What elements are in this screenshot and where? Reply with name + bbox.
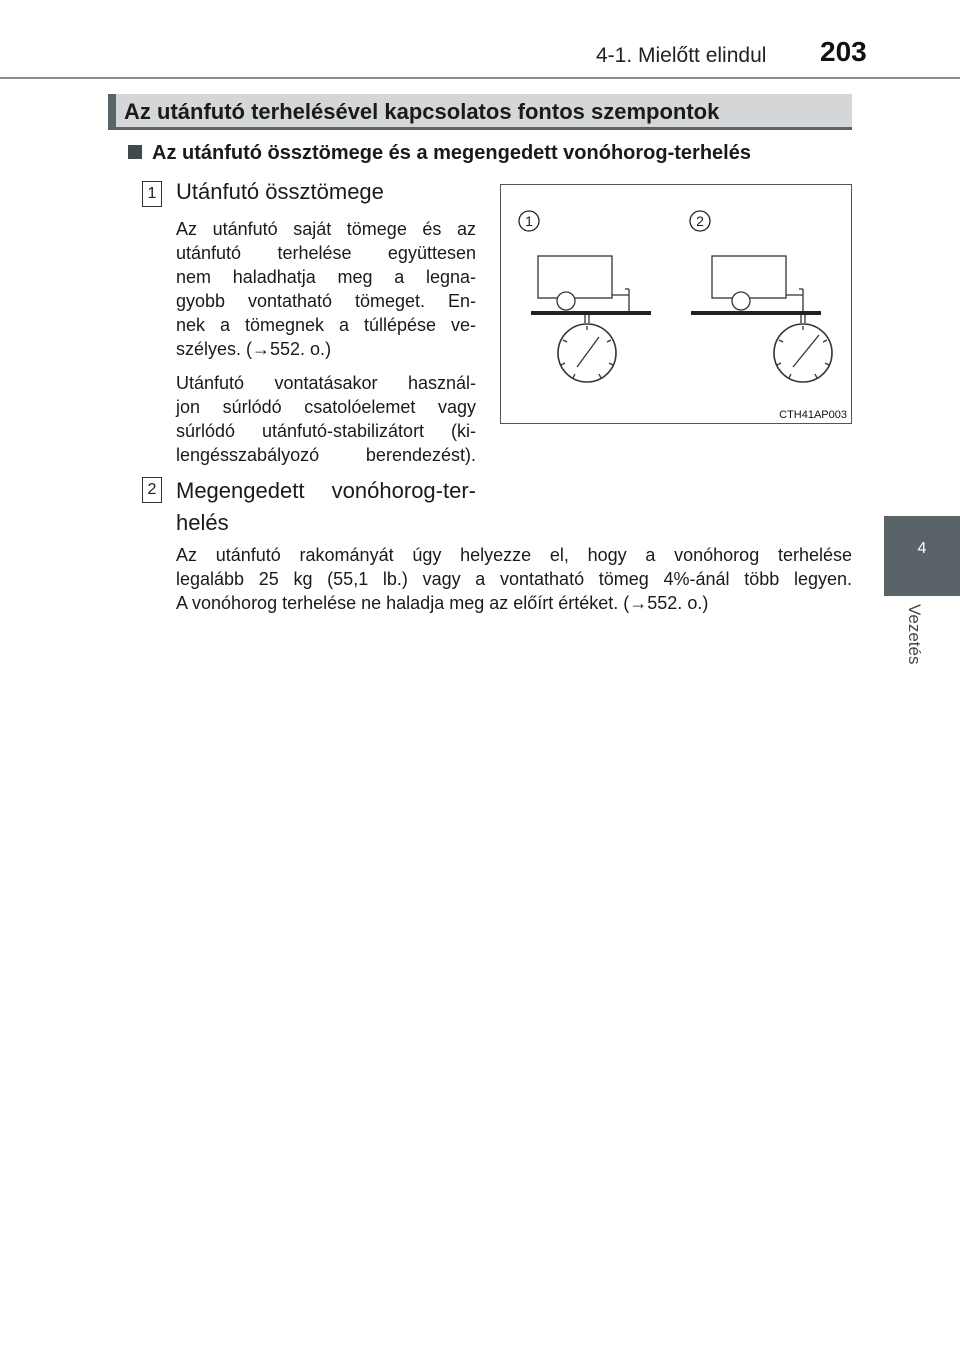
chapter-tab-label-box <box>904 604 926 688</box>
item-title-1: Utánfutó össztömege <box>176 179 384 204</box>
item-2-paragraph: Az utánfutó rakományát úgy helyezze el, hogy a vonóhorog terhelése legalább 25 kg (55,1 lb.) vagy a vontatható tömeg 4%-ánál több legyen. A vonóhorog terhelése ne haladja meg az előírt értéket. (→552. o.) <box>176 545 852 613</box>
trailer-scale-diagram <box>501 185 853 425</box>
item-1-paragraph-1: Az utánfutó saját tömege és az utánfutó terhelése együttesen nem haladhatja meg a legna- gyobb vontatható tömeget. En- nek a tömegnek a túllépése ve- szélyes. (→552. o.) <box>176 219 476 359</box>
item-number-2: 2 <box>142 477 162 503</box>
chapter-tab-number: 4 <box>917 540 927 557</box>
item-1-paragraph-2: Utánfutó vontatásakor használ- jon súrlódó csatolóelemet vagy súrlódó utánfutó-stabilizátort (ki- lengésszabályozó berendezést). <box>176 373 476 465</box>
chapter-tab-label: Vezetés <box>905 604 924 665</box>
page-header <box>0 0 960 80</box>
trailer-left-icon <box>538 256 629 311</box>
tongue-weight-illustration <box>500 184 852 424</box>
item-number-1: 1 <box>142 181 162 207</box>
chapter-title: 4-1. Mielőtt elindul <box>596 44 767 67</box>
trailer-right-icon <box>712 256 803 311</box>
ground-line-right <box>691 311 821 315</box>
figure-label-1: 1 <box>525 213 533 229</box>
square-bullet-icon <box>128 145 142 159</box>
item-title-2: Megengedett vonóhorog-ter- helés <box>176 478 476 535</box>
subsection-title: Az utánfutó össztömege és a megengedett vonóhorog-terhelés <box>152 142 751 164</box>
figure-code: CTH41AP003 <box>779 409 847 421</box>
section-title: Az utánfutó terhelésével kapcsolatos fontos szempontok <box>124 99 720 124</box>
scale-gauge-left-icon <box>558 315 616 382</box>
subsection-heading <box>128 142 751 165</box>
page-number: 203 <box>820 36 867 67</box>
figure-label-2: 2 <box>696 213 704 229</box>
ground-line-left <box>531 311 651 315</box>
header-rule <box>0 77 960 79</box>
scale-gauge-right-icon <box>774 315 832 382</box>
